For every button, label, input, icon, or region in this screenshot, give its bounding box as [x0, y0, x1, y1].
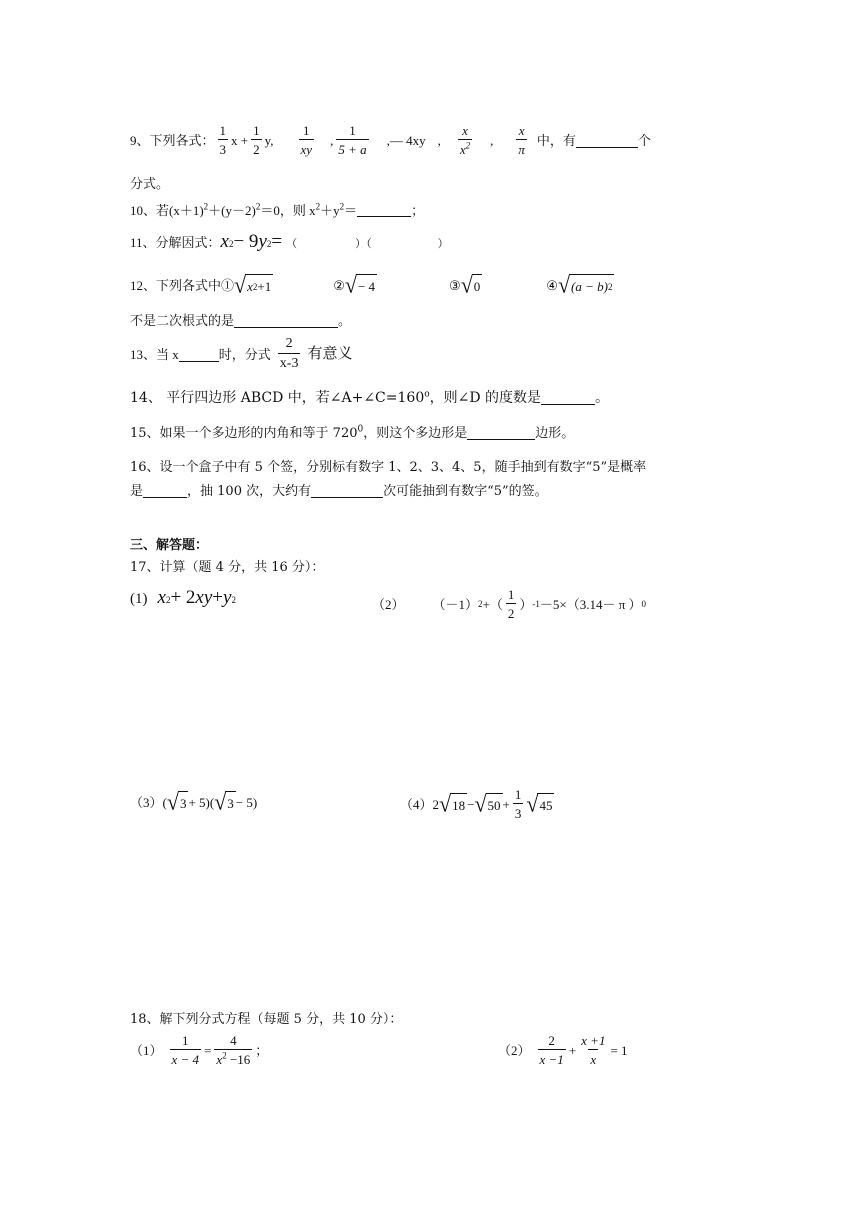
- q9-fraction-3: $\frac{1}{xy}$: [300, 123, 313, 157]
- question-12: 12、下列各式中① √ x 2 +1 ② √ − 4 ③ √ 0 ④ √ (a − b) 2: [130, 271, 613, 298]
- q17-p2-fraction: $\frac{1}{2}$: [507, 587, 515, 621]
- q17-p3-radical-2: √ 3: [214, 788, 234, 815]
- q11-answer-paren-1[interactable]: （: [286, 238, 298, 250]
- question-16-line-2: 是 ，抽 100 次，大约有 次可能抽到有数字“5”的签。: [130, 484, 548, 499]
- q13-fraction: $\frac{2}{x-3}$: [279, 336, 299, 371]
- q15-answer-blank[interactable]: [467, 425, 535, 440]
- q17-p4-radical-2: √ 50: [474, 790, 501, 817]
- q18-p2-fraction-1: $\frac{2}{x -1}$: [539, 1033, 564, 1067]
- q17-part-3: （3） ( √ 3 + 5)( √ 3 − 5): [130, 788, 258, 815]
- q14-answer-blank[interactable]: [541, 390, 595, 405]
- q9-tail: 中，有: [536, 132, 576, 148]
- question-16-line-1: 16、设一个盒子中有 5 个签，分别标有数字 1、2、3、4、5，随手抽到有数字“5”是概率: [130, 460, 647, 475]
- question-13: 13、当 x 时，分式 $\frac{2}{x-3}$ 有意义: [130, 336, 353, 371]
- q17-p4-radical-1: √ 18: [439, 790, 466, 817]
- q11-expr: x: [220, 231, 229, 252]
- q16-answer-blank-2[interactable]: [311, 483, 383, 498]
- q9-fraction-6: $\frac{x}{x^2}$: [459, 123, 471, 157]
- q17-part-2: （2） （－1） 2 +（ $\frac{1}{2}$ ） -1 －5×（3.14－ π ） 0: [372, 587, 647, 621]
- q12-radical-1: √ x 2 +1: [234, 271, 272, 298]
- q11-lead: 11、分解因式：: [130, 235, 221, 250]
- q10-answer-blank[interactable]: [357, 202, 411, 217]
- q12-radical-3: √ 0: [460, 271, 481, 298]
- q17-p3-radical-1: √ 3: [166, 788, 187, 815]
- question-9: [130, 120, 651, 160]
- q9-comma-2: ,: [437, 132, 441, 148]
- q9-comma-1: ,: [330, 132, 334, 148]
- q9-term-5: ,— 4xy: [386, 132, 426, 148]
- q12-lead: 12、下列各式中①: [130, 277, 235, 293]
- q18-p1-fraction-2: $\frac{4}{x^2 -16}$: [216, 1033, 251, 1067]
- q9-term-2-var: y,: [264, 132, 274, 148]
- q17-p4-radical-3: √ 45: [526, 790, 553, 817]
- q17-part-4: （4） 2 √ 18 − √ 50 + $\frac{1}{3}$ √ 45: [400, 787, 553, 821]
- question-15: 15、如果一个多边形的内角和等于 $720^0$，则这个多边形是 边形。: [130, 424, 575, 441]
- q12-answer-blank[interactable]: [234, 313, 338, 328]
- question-10: 10、若$(x+1)^2+(y-2)^2=0$，则 $x^2+y^2=$ ；: [130, 201, 425, 218]
- q16-answer-blank-1[interactable]: [143, 483, 187, 498]
- q12-wrap: 不是二次根式的是 。: [130, 314, 352, 329]
- q17-title: 17、计算（题 4 分，共 16 分）：: [130, 560, 325, 575]
- q9-wrap: 分式。: [130, 177, 170, 192]
- question-11: 11、分解因式： x 2 − 9 y 2 = （ ）（ ）: [130, 231, 449, 252]
- q18-part-2: （2） $\frac{2}{x -1}$ + $\frac{x +1}{x}$ = 1: [498, 1033, 628, 1067]
- q9-fraction-1: $\frac{1}{3}$: [219, 123, 227, 157]
- q9-answer-blank[interactable]: [576, 133, 638, 148]
- q18-title: 18、解下列分式方程（每题 5 分，共 10 分）：: [130, 1012, 403, 1027]
- q18-part-1: （1） $\frac{1}{x - 4}$ = $\frac{4}{x^2 -16}$ ；: [130, 1033, 269, 1067]
- q17-part-1: (1) x 2 + 2 xy + y 2: [130, 587, 236, 608]
- section-3-title: 三、解答题：: [130, 538, 209, 553]
- q12-radical-4: √ (a − b) 2: [557, 271, 613, 298]
- q12-radical-2: √ − 4: [344, 271, 376, 298]
- q9-tail-2: 个: [637, 132, 651, 148]
- question-14: 14、 平行四边形 ABCD 中，若$\angle A+\angle C=160^o$，则∠D 的度数是 。: [130, 389, 610, 406]
- q17-p4-fraction: $\frac{1}{3}$: [514, 787, 522, 821]
- q9-lead: 9、下列各式：: [130, 132, 215, 148]
- q11-answer-paren-2[interactable]: ）（: [355, 238, 372, 250]
- q13-answer-blank[interactable]: [179, 347, 219, 362]
- q9-fraction-2: $\frac{1}{2}$: [253, 123, 260, 157]
- q18-p1-fraction-1: $\frac{1}{x - 4}$: [171, 1033, 200, 1067]
- q9-term-1-var: x +: [231, 132, 249, 148]
- q18-p2-fraction-2: $\frac{x +1}{x}$: [581, 1033, 606, 1067]
- q9-comma-3: ,: [490, 132, 494, 148]
- q9-fraction-4: $\frac{1}{5 + a}$: [338, 123, 367, 157]
- q9-fraction-7: $\frac{x}{\pi}$: [518, 123, 525, 157]
